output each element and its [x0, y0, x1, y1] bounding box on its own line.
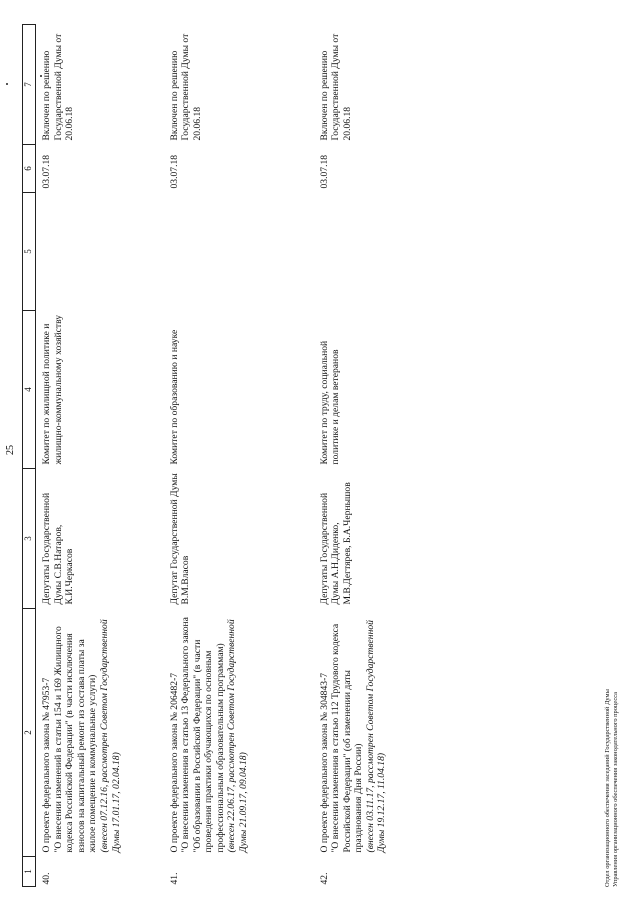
committee-cell: Комитет по труду, социальной политике и делам ветеранов — [318, 340, 342, 465]
column-header: 6 — [23, 145, 36, 193]
date-cell: 03.07.18 — [168, 154, 180, 189]
footer-line: Управления организационного обеспечения законодательного процесса — [612, 692, 619, 887]
bill-title: О проекте федерального закона № 304843-7 — [318, 672, 330, 853]
table-row — [314, 25, 434, 887]
column-number-row — [23, 25, 36, 887]
column-header: 2 — [23, 609, 36, 857]
bill-description: "О внесении изменений в статьи 154 и 169 Жилищного кодекса Российской Федерации" (в части исключения взносов на капитальный ремонт из состава платы за жилое помещение и коммунальные услуги) — [52, 626, 99, 853]
authors-cell: Депутат Государственной Думы В.М.Власов — [168, 473, 192, 605]
bill-title: О проекте федерального закона № 206482-7 — [168, 672, 180, 853]
column-header: 5 — [23, 193, 36, 311]
page-number: 25 — [5, 445, 16, 455]
table-row — [164, 25, 314, 887]
authors-cell: Депутаты Государственной Думы А.Н.Диденко, М.В.Дегтярев, Б.А.Чернышов — [318, 482, 353, 605]
bill-title: О проекте федерального закона № 47953-7 — [41, 677, 52, 853]
bill-description: "О внесении изменения в статью 112 Трудового кодекса Российской Федерации" (об изменении даты празднования Дня России) — [330, 623, 365, 853]
status-cell: Включен по решению Государственной Думы от 20.06.18 — [168, 33, 203, 141]
scan-speck — [6, 83, 8, 85]
committee-cell: Комитет по образованию и науке — [168, 329, 180, 465]
status-cell: Включен по решению Государственной Думы от 20.06.18 — [318, 33, 353, 141]
bill-note: (внесен 03.11.17, рассмотрен Советом Государственной Думы 19.12.17, 11.04.18) — [364, 620, 388, 853]
date-cell: 03.07.18 — [318, 154, 330, 189]
column-header: 7 — [23, 25, 36, 145]
column-header: 4 — [23, 311, 36, 469]
row-number: 41. — [168, 872, 180, 885]
column-header: 1 — [23, 857, 36, 887]
bill-description-cell — [36, 609, 164, 857]
page-footer — [604, 689, 620, 887]
status-cell: Включен по решению Государственной Думы от 20.06.18 — [41, 33, 76, 141]
column5-cell — [36, 193, 164, 311]
bill-note: (внесен 07.12.16, рассмотрен Советом Государственной Думы 17.01.17, 02.04.18) — [98, 619, 122, 853]
footer-line: Отдел организационного обеспечения заседаний Государственной Думы — [604, 689, 611, 887]
row-number: 40. — [41, 872, 52, 885]
column-header: 3 — [23, 469, 36, 609]
date-cell: 03.07.18 — [41, 154, 52, 189]
bill-description: "О внесении изменения в статью 13 Федерального закона "Об образовании в Российской Федерации" (в части проведения практики обучающихся по основным профессиональным образовательным программам) — [180, 617, 226, 853]
column5-cell — [164, 193, 314, 311]
bill-description-cell — [314, 609, 434, 857]
bill-note: (внесен 22.06.17, рассмотрен Советом Государственной Думы 21.09.17, 09.04.18) — [226, 619, 250, 853]
row-number: 42. — [318, 872, 330, 885]
table-row — [36, 25, 164, 887]
bills-table — [22, 24, 434, 887]
committee-cell: Комитет по жилищной политике и жилищно-коммунальному хозяйству — [41, 314, 64, 465]
authors-cell: Депутаты Государственной Думы С.В.Натаров, К.И.Черкасов — [41, 492, 76, 605]
column5-cell — [314, 193, 434, 311]
bill-description-cell — [164, 609, 314, 857]
